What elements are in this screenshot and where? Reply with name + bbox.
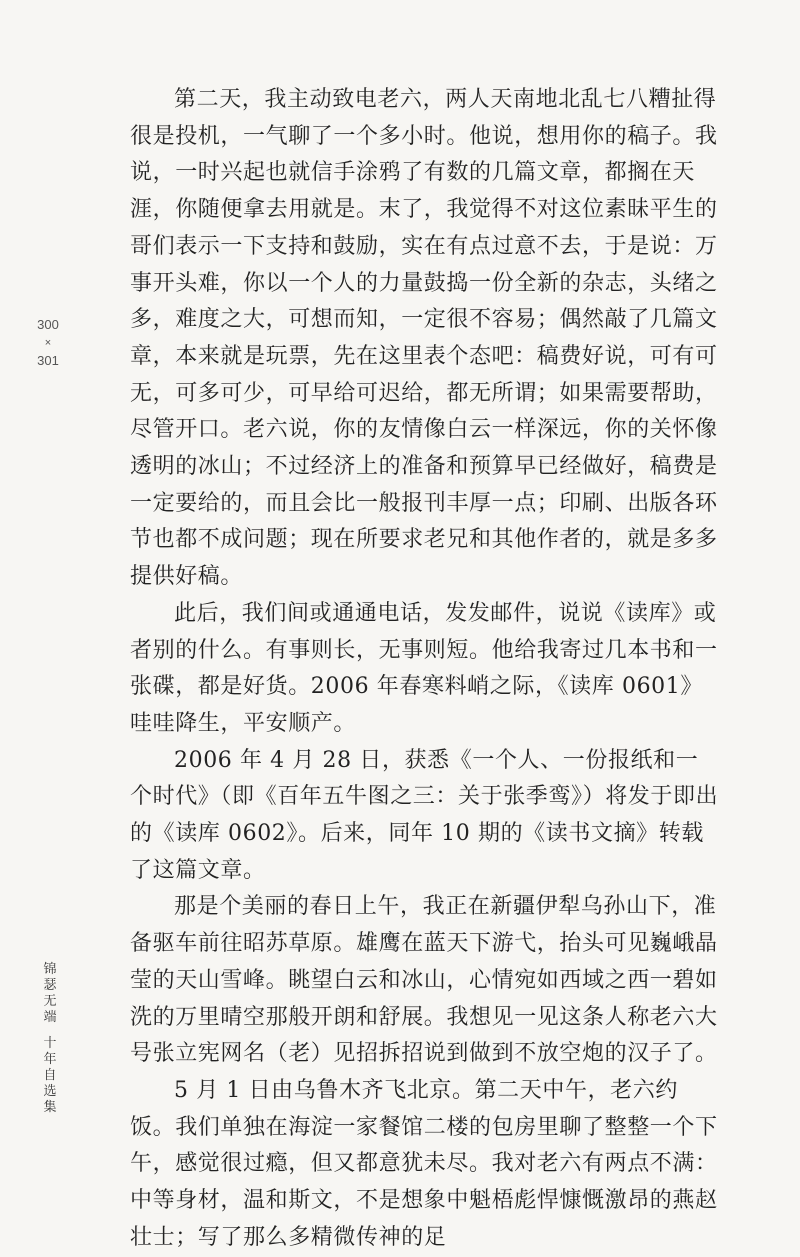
book-subtitle: 十年自选集	[43, 1036, 57, 1115]
paragraph: 第二天，我主动致电老六，两人天南地北乱七八糟扯得很是投机，一气聊了一个多小时。他说，想用你的稿子。我说，一时兴起也就信手涂鸦了有数的几篇文章，都搁在天涯，你随便拿去用就是。末了，我觉得不对这位素昧平生的哥们表示一下支持和鼓励，实在有点过意不去，于是说：万事开头难，你以一个人的力量鼓捣一份全新的杂志，头绪之多，难度之大，可想而知，一定很不容易；偶然敲了几篇文章，本来就是玩票，先在这里表个态吧：稿费好说，可有可无，可多可少，可早给可迟给，都无所谓；如果需要帮助，尽管开口。老六说，你的友情像白云一样深远，你的关怀像透明的冰山；不过经济上的准备和预算早已经做好，稿费是一定要给的，而且会比一般报刊丰厚一点；印刷、出版各环节也都不成问题；现在所要求老兄和其他作者的，就是多多提供好稿。	[130, 87, 718, 590]
page-number-separator: ×	[44, 337, 52, 349]
page-number-left: 300	[37, 317, 59, 332]
page-number-right: 301	[37, 353, 59, 368]
paragraph: 5 月 1 日由乌鲁木齐飞北京。第二天中午，老六约饭。我们单独在海淀一家餐馆二楼的包房里聊了整整一个下午，感觉很过瘾，但又都意犹未尽。我对老六有两点不满：中等身材，温和斯文，不是想象中魁梧彪悍慷慨激昂的燕赵壮士；写了那么多精微传神的足	[130, 1077, 718, 1250]
book-title: 锦瑟无端	[43, 962, 57, 1025]
paragraph: 2006 年 4 月 28 日，获悉《一个人、一份报纸和一个时代》（即《百年五牛图之三：关于张季鸾》）将发于即出的《读库 0602》。后来，同年 10 期的《读书文摘》转载了这篇文章。	[130, 747, 719, 883]
running-title	[38, 962, 62, 1116]
paragraph: 此后，我们间或通通电话，发发邮件，说说《读库》或者别的什么。有事则长，无事则短。他给我寄过几本书和一张碟，都是好货。2006 年春寒料峭之际，《读库 0601》哇哇降生，平安顺产。	[130, 600, 718, 736]
title-gap	[38, 1026, 62, 1036]
body-text	[130, 82, 720, 1257]
page-number	[22, 316, 74, 370]
paragraph: 那是个美丽的春日上午，我正在新疆伊犁乌孙山下，准备驱车前往昭苏草原。雄鹰在蓝天下游弋，抬头可见巍峨晶莹的天山雪峰。眺望白云和冰山，心情宛如西域之西一碧如洗的万里晴空那般开朗和舒展。我想见一见这条人称老六大号张立宪网名（老）见招拆招说到做到不放空炮的汉子了。	[130, 894, 718, 1067]
